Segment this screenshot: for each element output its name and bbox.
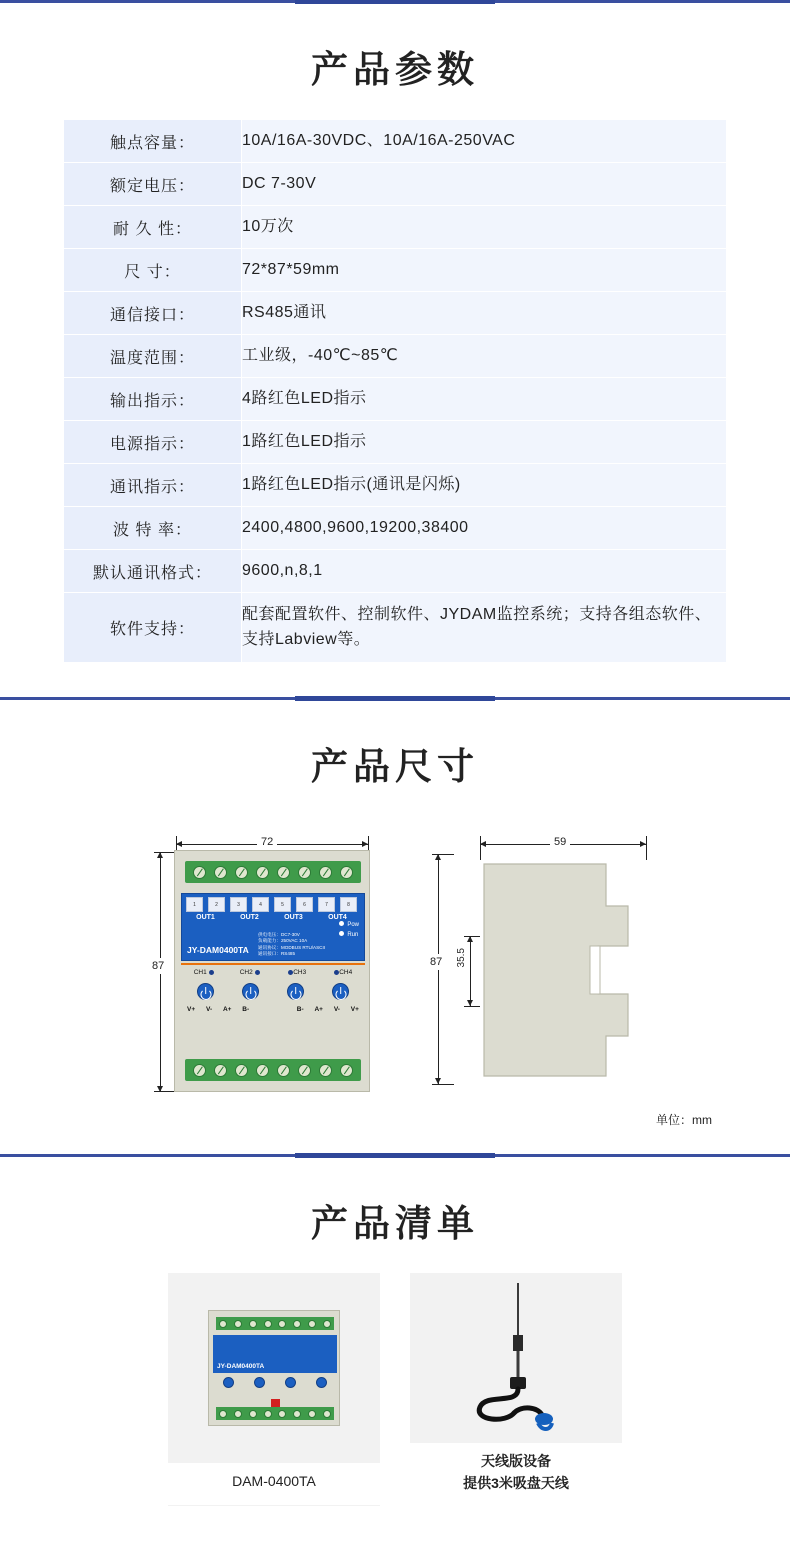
power-button-icon [242,983,259,1000]
dimension-label-height: 87 [430,956,443,968]
table-row [64,335,727,378]
power-button-icon [223,1377,234,1388]
table-row [64,206,727,249]
list-item [168,1273,380,1506]
side-view [430,836,680,1101]
terminal-strip-top [185,861,361,883]
terminal-strip-bottom [185,1059,361,1081]
product-photo-device [168,1273,380,1463]
device-front-illustration [174,850,370,1092]
list-item-caption [410,1443,622,1506]
spec-key: 电源指示： [64,421,242,464]
table-row [64,593,727,663]
accent-line [181,963,365,965]
screw-icon [340,866,353,879]
measure-tick [646,836,647,860]
pin-label: B- [296,1006,304,1013]
device-spec-line: 通讯接口：RS485 [258,950,296,956]
led-pow-row [339,920,359,930]
spec-key: 输出指示： [64,378,242,421]
spec-key: 通讯指示： [64,464,242,507]
channel-group [332,969,353,976]
pin-label: A+ [314,1006,323,1013]
screw-icon [234,1410,242,1418]
screw-icon [319,866,332,879]
product-list [0,1273,790,1532]
table-row [64,421,727,464]
spec-key: 耐 久 性： [64,206,242,249]
relay-block: 8 [340,897,357,912]
channel-label-row [181,969,365,976]
led-label: Run [347,932,359,939]
spec-key: 软件支持： [64,593,242,663]
relay-block: 7 [318,897,335,912]
terminal-strip-bottom [216,1407,334,1420]
pin-label: V- [205,1006,213,1013]
spec-value: RS485通讯 [242,292,727,335]
table-row [64,378,727,421]
screw-icon [278,1320,286,1328]
dimension-label-height: 87 [152,960,165,972]
dimension-drawing-area [0,816,790,1146]
channel-group [194,969,215,976]
pin-label: V+ [187,1006,196,1013]
product-photo-antenna [410,1273,622,1443]
pin-gap [260,1006,286,1013]
pin-label-row [183,1006,363,1013]
dimension-label-depth: 59 [550,836,570,848]
device-spec-line: 供电电压：DC7-30V [258,932,300,938]
output-label: OUT4 [328,914,347,921]
divider-accent [295,696,495,701]
channel-group [286,969,307,976]
relay-block: 6 [296,897,313,912]
screw-icon [293,1410,301,1418]
device-mini-illustration [208,1310,340,1426]
screw-icon [235,866,248,879]
led-icon [209,970,215,976]
push-button-row [213,1377,337,1388]
power-button-icon [197,983,214,1000]
spec-value: 10万次 [242,206,727,249]
screw-icon [235,1064,248,1077]
screw-icon [277,1064,290,1077]
table-row [64,163,727,206]
relay-indicator-row [186,897,357,912]
led-label: Pow [347,922,359,928]
channel-label: CH2 [239,969,253,976]
spec-value: 9600,n,8,1 [242,550,727,593]
screw-icon [249,1410,257,1418]
screw-icon [264,1410,272,1418]
screw-icon [219,1410,227,1418]
spec-table-wrapper [63,119,727,697]
table-row [64,464,727,507]
pin-label: V- [333,1006,340,1013]
table-row [64,507,727,550]
channel-label: CH1 [193,969,207,976]
spec-value: 2400,4800,9600,19200,38400 [242,507,727,550]
power-button-icon [254,1377,265,1388]
relay-block: 5 [274,897,291,912]
push-button-row [183,983,363,1000]
power-button-icon [332,983,349,1000]
spec-value: 10A/16A-30VDC、10A/16A-250VAC [242,120,727,163]
device-model-label: JY-DAM0400TA [187,945,249,955]
screw-icon [193,1064,206,1077]
output-label-row [186,914,362,921]
pin-label: A+ [222,1006,232,1013]
spec-key: 通信接口： [64,292,242,335]
led-icon [255,970,261,976]
measure-tick [432,1084,454,1085]
dimension-label-width: 72 [257,836,277,848]
spec-key: 默认通讯格式： [64,550,242,593]
screw-icon [219,1320,227,1328]
spec-key: 波 特 率： [64,507,242,550]
screw-icon [278,1410,286,1418]
table-row [64,292,727,335]
table-row [64,550,727,593]
led-run-row [339,930,359,940]
screw-icon [323,1410,331,1418]
screw-icon [308,1410,316,1418]
device-model-label: JY-DAM0400TA [217,1363,265,1370]
screw-icon [256,1064,269,1077]
pin-label: V+ [350,1006,359,1013]
screw-icon [234,1320,242,1328]
screw-icon [264,1320,272,1328]
dimension-label-rail: 35.5 [456,948,467,968]
list-item [410,1273,622,1506]
section-divider-list [0,1154,790,1157]
screw-icon [298,1064,311,1077]
screw-icon [308,1320,316,1328]
relay-block: 4 [252,897,269,912]
page-title-list: 产品清单 [311,1202,479,1245]
output-label: OUT3 [284,914,303,921]
screw-icon [298,866,311,879]
screw-icon [277,866,290,879]
spec-value: DC 7-30V [242,163,727,206]
led-icon [339,921,344,926]
screw-icon [323,1320,331,1328]
page-title-dimensions: 产品尺寸 [311,745,479,788]
channel-group [240,969,261,976]
output-label: OUT2 [240,914,259,921]
page-title-params: 产品参数 [311,48,479,91]
power-button-icon [316,1377,327,1388]
section-divider-dimensions [0,697,790,700]
spec-key: 额定电压： [64,163,242,206]
screw-icon [193,866,206,879]
screw-icon [293,1320,301,1328]
power-button-icon [285,1377,296,1388]
channel-label: CH3 [293,969,307,976]
pin-label: B- [242,1006,250,1013]
screw-icon [319,1064,332,1077]
measure-tick [432,854,454,855]
device-spec-line: 通讯协议：MODBUS RTU/ASCII [258,944,326,950]
device-face-panel [213,1335,337,1373]
section-divider-top [0,0,790,3]
relay-block: 1 [186,897,203,912]
spec-value: 工业级，-40℃~85℃ [242,335,727,378]
led-label-group [339,920,359,940]
device-spec-text [258,932,325,957]
list-item-caption [168,1463,380,1505]
screw-icon [214,1064,227,1077]
list-item-caption-line-2: 提供3米吸盘天线 [463,1474,569,1491]
antenna-illustration [410,1273,622,1443]
measure-line-rail [470,936,471,1006]
table-row [64,120,727,163]
list-item-caption-line: 天线版设备 [481,1453,551,1469]
screw-icon [214,866,227,879]
spec-table [63,119,727,663]
divider-accent [295,1153,495,1158]
spec-value: 1路红色LED指示 [242,421,727,464]
output-label: OUT1 [196,914,215,921]
device-side-profile [478,854,646,1084]
unit-note: 单位：mm [656,1113,712,1127]
led-icon [339,931,344,936]
relay-block: 2 [208,897,225,912]
power-button-icon [287,983,304,1000]
screw-icon [249,1320,257,1328]
spec-key: 触点容量： [64,120,242,163]
divider-accent [295,0,495,4]
list-item-caption-line: DAM-0400TA [232,1473,316,1489]
spec-key: 尺 寸： [64,249,242,292]
device-face-panel [181,893,365,961]
spec-value: 配套配置软件、控制软件、JYDAM监控系统；支持各组态软件、支持Labview等。 [242,593,727,663]
table-row [64,249,727,292]
device-spec-line: 负载能力：250VAC 10A [258,938,308,944]
spec-value: 1路红色LED指示(通讯是闪烁) [242,464,727,507]
terminal-strip-top [216,1317,334,1330]
channel-label: CH4 [339,969,353,976]
relay-block: 3 [230,897,247,912]
screw-icon [340,1064,353,1077]
spec-value: 72*87*59mm [242,249,727,292]
front-view [152,836,384,1101]
spec-key: 温度范围： [64,335,242,378]
spec-value: 4路红色LED指示 [242,378,727,421]
screw-icon [256,866,269,879]
